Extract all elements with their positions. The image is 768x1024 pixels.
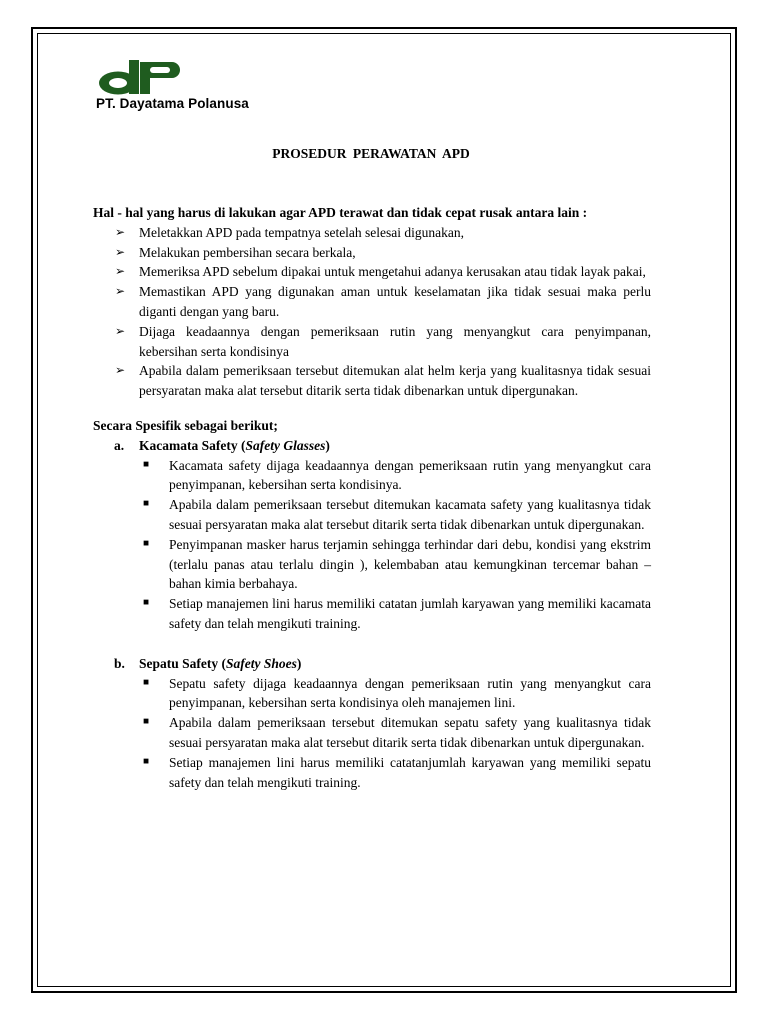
section-heading-glasses: a. Kacamata Safety (Safety Glasses) <box>114 437 330 453</box>
list-item: ■ Apabila dalam pemeriksaan tersebut ditemukan kacamata safety yang kualitasnya tidak sesuai persyaratan maka alat tersebut ditarik serta tidak dibenarkan untuk dipergunakan. <box>169 495 651 535</box>
list-item: ➢ Apabila dalam pemeriksaan tersebut ditemukan alat helm kerja yang kualitasnya tidak sesuai persyaratan maka alat tersebut ditarik serta tidak dibenarkan untuk dipergunakan. <box>115 363 651 399</box>
square-bullet-icon: ■ <box>143 597 150 609</box>
intro-paragraph: Hal - hal yang harus di lakukan agar APD terawat dan tidak cepat rusak antara lain : <box>93 205 588 220</box>
shoes-list <box>93 674 651 793</box>
arrow-bullet-icon: ➢ <box>115 244 126 259</box>
arrow-bullet-icon: ➢ <box>115 323 126 338</box>
specific-heading: Secara Spesifik sebagai berikut; <box>93 417 278 433</box>
list-item: ➢ Memastikan APD yang digunakan aman untuk keselamatan jika tidak sesuai maka perlu diganti dengan yang baru. <box>115 284 651 319</box>
glasses-list <box>93 456 651 634</box>
square-bullet-icon: ■ <box>143 498 150 510</box>
arrow-bullet-icon: ➢ <box>115 284 126 299</box>
square-bullet-icon: ■ <box>143 458 150 470</box>
list-item: ➢ Melakukan pembersihan secara berkala, <box>139 243 651 263</box>
document-title: PROSEDUR PERAWATAN APD <box>272 146 470 161</box>
section-heading-shoes: b. Sepatu Safety (Safety Shoes) <box>114 655 302 671</box>
list-item: ■ Apabila dalam pemeriksaan tersebut ditemukan sepatu safety yang kualitasnya tidak sesuai persyaratan maka alat tersebut ditarik serta tidak dibenarkan untuk dipergunakan. <box>169 713 651 753</box>
list-item: ➢ Dijaga keadaannya dengan pemeriksaan rutin yang menyangkut cara penyimpanan, kebersihan serta kondisinya <box>115 323 651 359</box>
square-bullet-icon: ■ <box>143 755 150 767</box>
square-bullet-icon: ■ <box>143 676 150 688</box>
list-item: ■ Kacamata safety dijaga keadaannya dengan pemeriksaan rutin yang menyangkut cara penyimpanan, kebersihan serta kondisinya. <box>169 456 651 496</box>
list-item: ➢ Memeriksa APD sebelum dipakai untuk mengetahui adanya kerusakan atau tidak layak pakai, <box>139 262 651 282</box>
company-name: PT. Dayatama Polanusa <box>96 96 249 111</box>
arrow-bullet-icon: ➢ <box>115 264 126 279</box>
company-logo <box>96 60 316 116</box>
list-item: ■ Sepatu safety dijaga keadaannya dengan pemeriksaan rutin yang menyangkut cara penyimpanan, kebersihan serta kondisinya oleh manajemen lini. <box>169 674 651 714</box>
list-item: ➢ Meletakkan APD pada tempatnya setelah selesai digunakan, <box>139 223 651 243</box>
general-care-list <box>93 223 651 401</box>
list-item: ■ Setiap manajemen lini harus memiliki catatanjumlah karyawan yang memiliki sepatu safety dan telah mengikuti training. <box>169 753 651 793</box>
arrow-bullet-icon: ➢ <box>115 224 126 239</box>
dp-logo-mark <box>96 60 186 96</box>
list-item: ■ Setiap manajemen lini harus memiliki catatan jumlah karyawan yang memiliki kacamata safety dan telah mengikuti training. <box>169 594 651 634</box>
list-item: ■ Penyimpanan masker harus terjamin sehingga terhindar dari debu, kondisi yang ekstrim (terlalu panas atau terlalu dingin ), kelembaban atau kemungkinan tercemar bahan – bahan kimia berbahaya. <box>169 535 651 594</box>
arrow-bullet-icon: ➢ <box>115 363 126 378</box>
square-bullet-icon: ■ <box>143 537 150 549</box>
square-bullet-icon: ■ <box>143 716 150 728</box>
document-body <box>93 203 651 792</box>
